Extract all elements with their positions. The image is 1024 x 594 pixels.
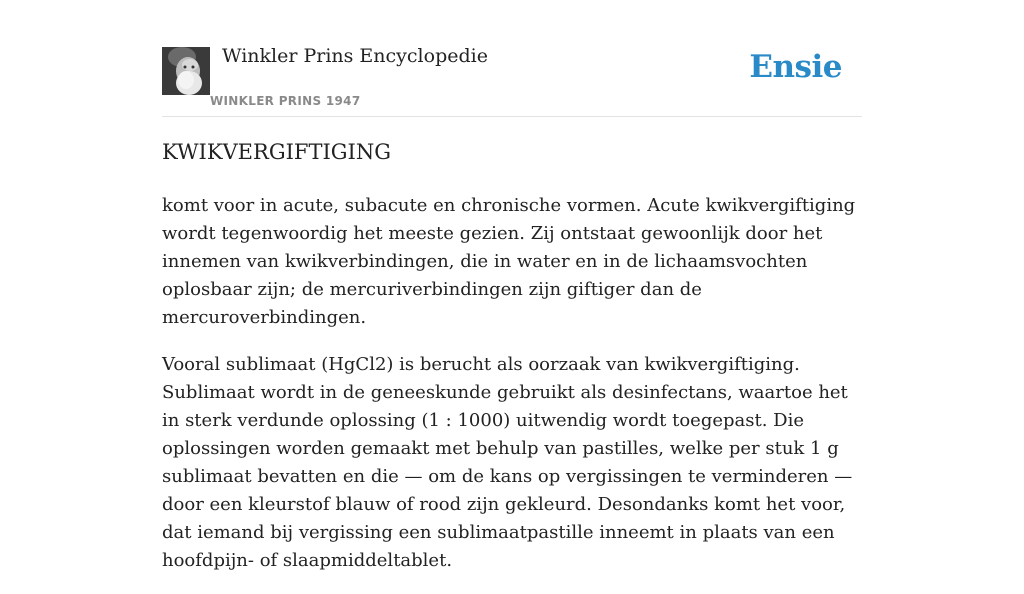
entry-title: KWIKVERGIFTIGING <box>162 140 391 164</box>
portrait-avatar-icon <box>162 47 210 95</box>
site-subtitle: WINKLER PRINS 1947 <box>210 94 361 108</box>
site-header <box>162 0 862 117</box>
site-title[interactable]: Winkler Prins Encyclopedie <box>222 45 488 67</box>
brand-logo[interactable]: Ensie <box>749 49 842 85</box>
content-container <box>162 0 862 571</box>
author-avatar[interactable] <box>162 47 210 95</box>
article-body <box>162 192 862 594</box>
article-paragraph: komt voor in acute, subacute en chronische vormen. Acute kwikvergiftiging wordt tegenwoordig het meeste gezien. Zij ontstaat gewoonlijk door het innemen van kwikverbindingen, die in water en in de lichaamsvochten oplosbaar zijn; de mercuriverbindingen zijn giftiger dan de mercuroverbindingen. <box>162 195 856 328</box>
article-paragraph: Vooral sublimaat (HgCl2) is berucht als oorzaak van kwikvergiftiging. Sublimaat wordt in de geneeskunde gebruikt als desinfectans, waartoe het in sterk verdunde oplossing (1 : 1000) uitwendig wordt toegepast. Die oplossingen worden gemaakt met behulp van pastilles, welke per stuk 1 g sublimaat bevatten en die — om de kans op vergissingen te verminderen — door een kleurstof blauw of rood zijn gekleurd. Desondanks komt het voor, dat iemand bij vergissing een sublimaatpastille inneemt in plaats van een hoofdpijn- of slaapmiddeltablet. <box>162 354 853 571</box>
